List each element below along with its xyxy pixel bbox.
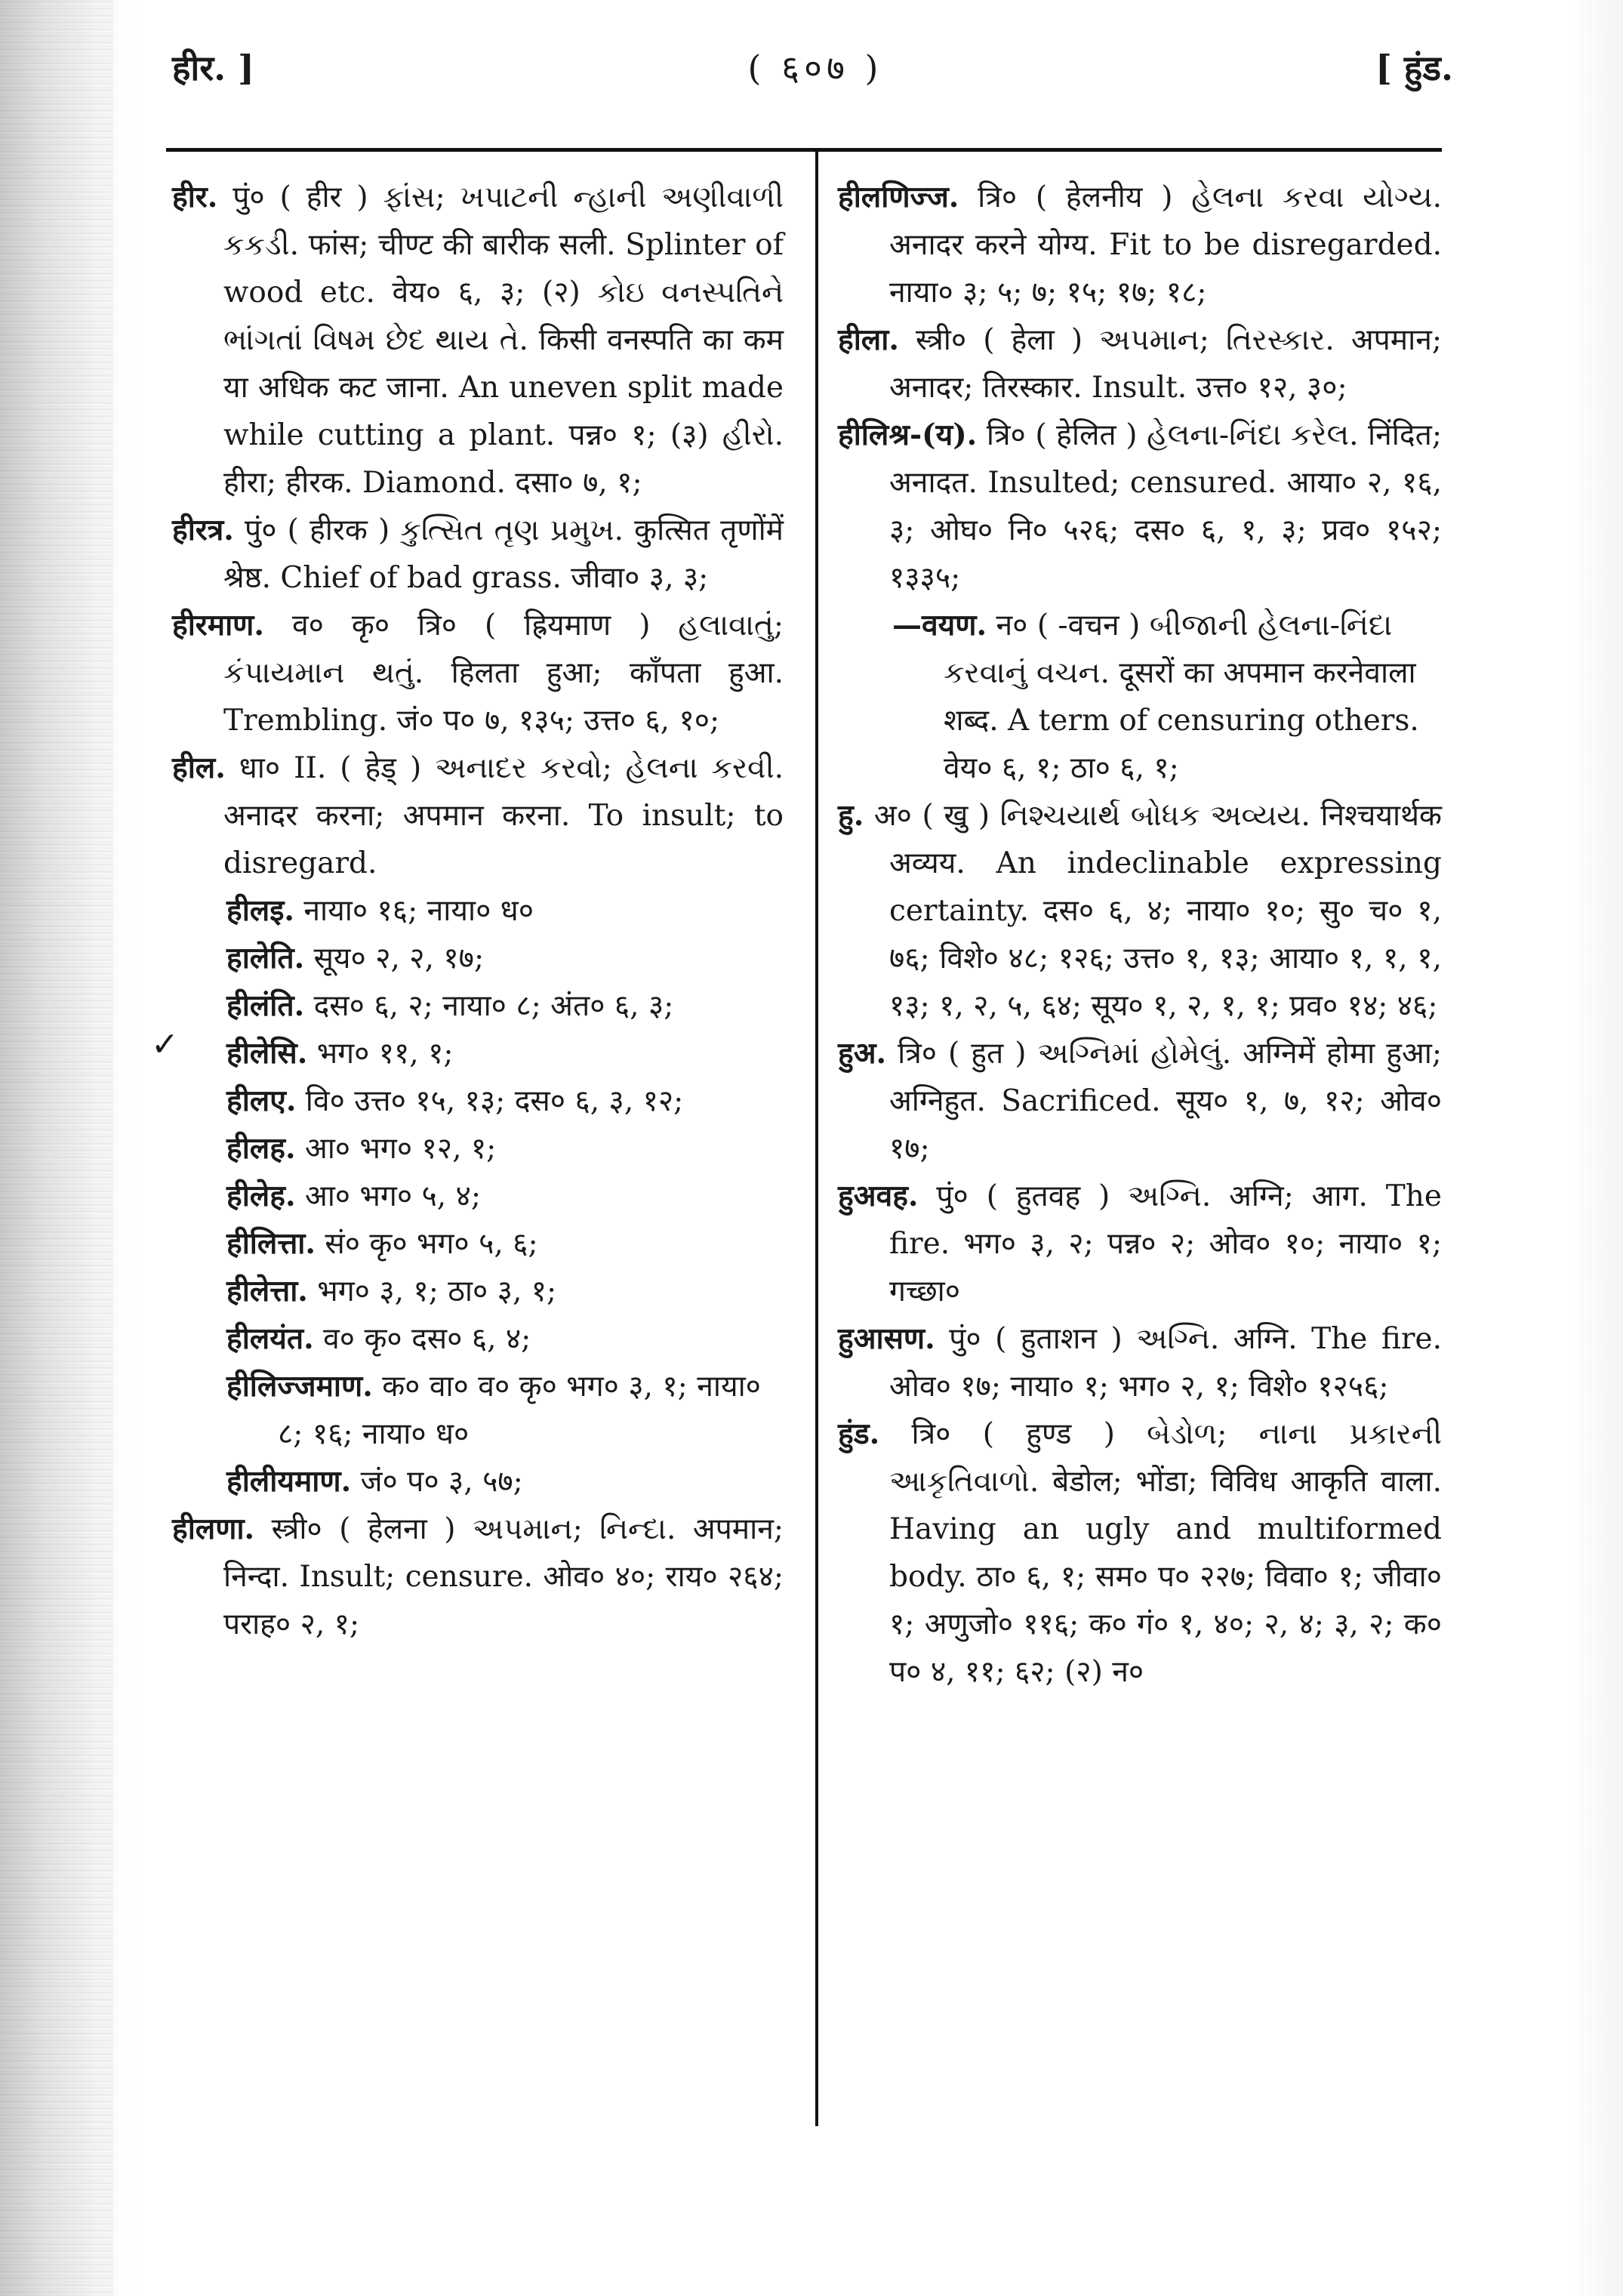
entry-definition: आ० भग० १२, १; <box>295 1132 497 1166</box>
entry-headword: हुअ. <box>838 1036 887 1071</box>
entry-headword: हुआसण. <box>838 1321 935 1356</box>
entry-definition: अ० ( खु ) નિશ્ચયાર્થ બોધક અવ્યય. निश्चयार्थक अव्यय. An indeclinable expressing certainty. दस० ६, ४; नाया० १०; सु० च० १, ७६; विशे० ४८; १२६; उत्त० १, १३; आया० १, १, १, १३; १, २, ५, ६४; सूय० १, २, १, १; प्रव० १४; ४६; <box>864 799 1442 1023</box>
page-header <box>0 44 1623 104</box>
page-number: ( ६०७ ) <box>747 48 883 88</box>
dictionary-subentry <box>172 1363 784 1458</box>
entry-headword: हीलिश्र-(य). <box>838 418 978 452</box>
entry-definition: त्रि० ( हेलित ) હેલના-નિંદા કરેલ. निंदित; अनादत. Insulted; censured. आया० २, १६, ३; ओघ० नि० ५२६; दस० ६, १, ३; प्रव० १५२; १३३५; <box>889 418 1442 595</box>
entry-definition: पुं० ( हीर ) ફાંસ; ખપાટની ન્હાની અણીવાળી કકડી. फांस; चीण्ट की बारीक सली. Splinter of wood etc. वेय० ६, ३; (२) કોઇ વનસ્પતિને ભાંગતાં વિષમ છેદ થાય તે. किसी वनस्पति का कम या अधिक कट जाना. An uneven split made while cutting a plant. पन्न० १; (३) હીરો. हीरा; हीरक. Diamond. दसा० ७, १; <box>217 180 784 500</box>
entry-definition: स्त्री० ( हेलना ) અપમાન; નિન્દા. अपमान; निन्दा. Insult; censure. ओव० ४०; राय० २६४; पराह० २, १; <box>223 1512 784 1641</box>
entry-definition: क० वा० व० कृ० भग० ३, १; नाया० ८; १६; नाया० ध० <box>278 1370 761 1451</box>
entry-headword: हील. <box>172 750 226 785</box>
entry-headword: हीलिज्जमाण. <box>226 1369 373 1404</box>
dictionary-subentry <box>838 602 1442 792</box>
dictionary-entry <box>172 602 784 744</box>
dictionary-subentry <box>172 1030 784 1077</box>
header-left-guideword: हीर. ] <box>172 48 254 88</box>
binding-gutter-shadow <box>0 0 113 2296</box>
entry-headword: हीला. <box>838 322 899 357</box>
entry-definition: जं० प० ३, ५७; <box>351 1465 523 1499</box>
right-column <box>838 174 1442 1696</box>
dictionary-subentry <box>172 887 784 935</box>
dictionary-subentry <box>172 982 784 1030</box>
dictionary-subentry <box>172 1125 784 1173</box>
entry-definition: वि० उत्त० १५, १३; दस० ६, ३, १२; <box>296 1084 684 1118</box>
column-divider <box>815 148 818 2126</box>
dictionary-entry <box>172 1505 784 1648</box>
header-rule <box>166 148 1442 152</box>
entry-definition: भग० ३, १; ठा० ३, १; <box>307 1274 557 1308</box>
entry-headword: हीलीयमाण. <box>226 1464 352 1499</box>
entry-headword: हीलयंत. <box>226 1321 314 1356</box>
entry-headword: हीलए. <box>226 1083 297 1118</box>
dictionary-entry <box>838 174 1442 316</box>
dictionary-entry <box>838 411 1442 602</box>
entry-headword: हीलणा. <box>172 1512 255 1546</box>
entry-headword: हीलेह. <box>226 1179 296 1213</box>
dictionary-entry <box>838 1410 1442 1696</box>
entry-definition: सूय० २, २, १७; <box>304 942 485 975</box>
entry-definition: पुं० ( हुतवह ) અગ્નિ. अग्नि; आग. The fire. भग० ३, २; पन्न० २; ओव० १०; नाया० १; गच्छा० <box>889 1179 1442 1308</box>
entry-definition: सं० कृ० भग० ५, ६; <box>315 1227 538 1261</box>
dictionary-entry <box>172 507 784 602</box>
entry-definition: नाया० १६; नाया० ध० <box>294 894 534 928</box>
dictionary-subentry <box>172 1220 784 1268</box>
entry-headword: हीलणिज्ज. <box>838 180 959 214</box>
entry-headword: हुअवह. <box>838 1179 919 1213</box>
entry-definition: व० कृ० दस० ६, ४; <box>313 1322 531 1356</box>
entry-headword: हीलंति. <box>226 988 305 1023</box>
dictionary-subentry <box>172 1077 784 1125</box>
entry-definition: स्त्री० ( हेला ) અપમાન; તિરસ્કાર. अपमान; अनादर; तिरस्कार. Insult. उत्त० १२, ३०; <box>889 323 1442 405</box>
entry-headword: हीर. <box>172 180 218 214</box>
dictionary-entry <box>838 1030 1442 1173</box>
check-mark-annotation: ✓ <box>151 1025 179 1064</box>
entry-headword: हीरमाण. <box>172 608 264 643</box>
entry-definition: धा० II. ( हेड् ) અનાદર કરવો; હેલના કરવી. अनादर करना; अपमान करना. To insult; to disregard. <box>223 751 784 880</box>
entry-definition: व० कृ० त्रि० ( ह्रियमाण ) હલાવાતું; કંપાયમાન થતું. हिलता हुआ; कॉंपता हुआ. Trembling. जं० प० ७, १३५; उत्त० ६, १०; <box>223 609 784 738</box>
entry-headword: —वयण. <box>892 608 987 643</box>
dictionary-subentry <box>172 935 784 982</box>
entry-headword: हीलेसि. <box>226 1036 308 1071</box>
entry-headword: हीलित्ता. <box>226 1226 316 1261</box>
dictionary-entry <box>838 1173 1442 1315</box>
dictionary-subentry <box>172 1458 784 1505</box>
entry-headword: हीलह. <box>226 1131 296 1166</box>
entry-definition: त्रि० ( हुत ) અગ્નિમાં હોમેલું. अग्निमें होमा हुआ; अग्निहुत. Sacrificed. सूय० १, ७, १२; ओव० १७; <box>886 1037 1442 1166</box>
dictionary-subentry <box>172 1173 784 1220</box>
entry-definition: त्रि० ( हुण्ड ) બેડોળ; નાના પ્રકારની આકૃતિવાળો. बेडोल; भोंडा; विविध आकृति वाला. Having an ugly and multiformed body. ठा० ६, १; सम० प० २२७; विवा० १; जीवा० १; अणुजो० ११६; क० गं० १, ४०; २, ४; ३, २; क० प० ४, ११; ६२; (२) न० <box>879 1417 1442 1689</box>
dictionary-entry <box>838 316 1442 411</box>
entry-definition: आ० भग० ५, ४; <box>295 1179 482 1213</box>
dictionary-entry <box>172 744 784 887</box>
entry-definition: दस० ६, २; नाया० ८; अंत० ६, ३; <box>304 989 674 1023</box>
entry-definition: भग० ११, १; <box>307 1037 454 1071</box>
entry-headword: हीलइ. <box>226 893 294 928</box>
dictionary-entry <box>838 1315 1442 1410</box>
entry-headword: हुंड. <box>838 1416 880 1451</box>
dictionary-entry <box>172 174 784 507</box>
entry-definition: त्रि० ( हेलनीय ) હેલના કરવા યોગ્ય. अनादर करने योग्य. Fit to be disregarded. नाया० ३; ५; ७; १५; १७; १८; <box>889 180 1442 310</box>
entry-definition: पुं० ( हुताशन ) અગ્નિ. अग्नि. The fire. ओव० १७; नाया० १; भग० २, १; विशे० १२५६; <box>889 1322 1442 1404</box>
entry-headword: हीलेत्ता. <box>226 1274 308 1308</box>
dictionary-subentry <box>172 1315 784 1363</box>
dictionary-entry <box>838 792 1442 1030</box>
entry-headword: हीरत्र. <box>172 513 234 547</box>
left-column <box>172 174 784 1648</box>
entry-definition: न० ( -वचन ) બીજાની હેલના-નિંદા કરવાનું વચન. दूसरों का अपमान करनेवाला शब्द. A term of censuring others. वेय० ६, १; ठा० ६, १; <box>944 609 1419 785</box>
header-right-guideword: [ हुंड. <box>1375 48 1453 88</box>
entry-headword: हालेति. <box>226 941 305 975</box>
entry-definition: पुं० ( हीरक ) કુત્સિત તૃણ પ્રમુખ. कुत्सित तृणोंमें श्रेष्ठ. Chief of bad grass. जीवा० ३, ३; <box>223 513 784 595</box>
dictionary-subentry <box>172 1268 784 1315</box>
entry-headword: हु. <box>838 798 864 833</box>
